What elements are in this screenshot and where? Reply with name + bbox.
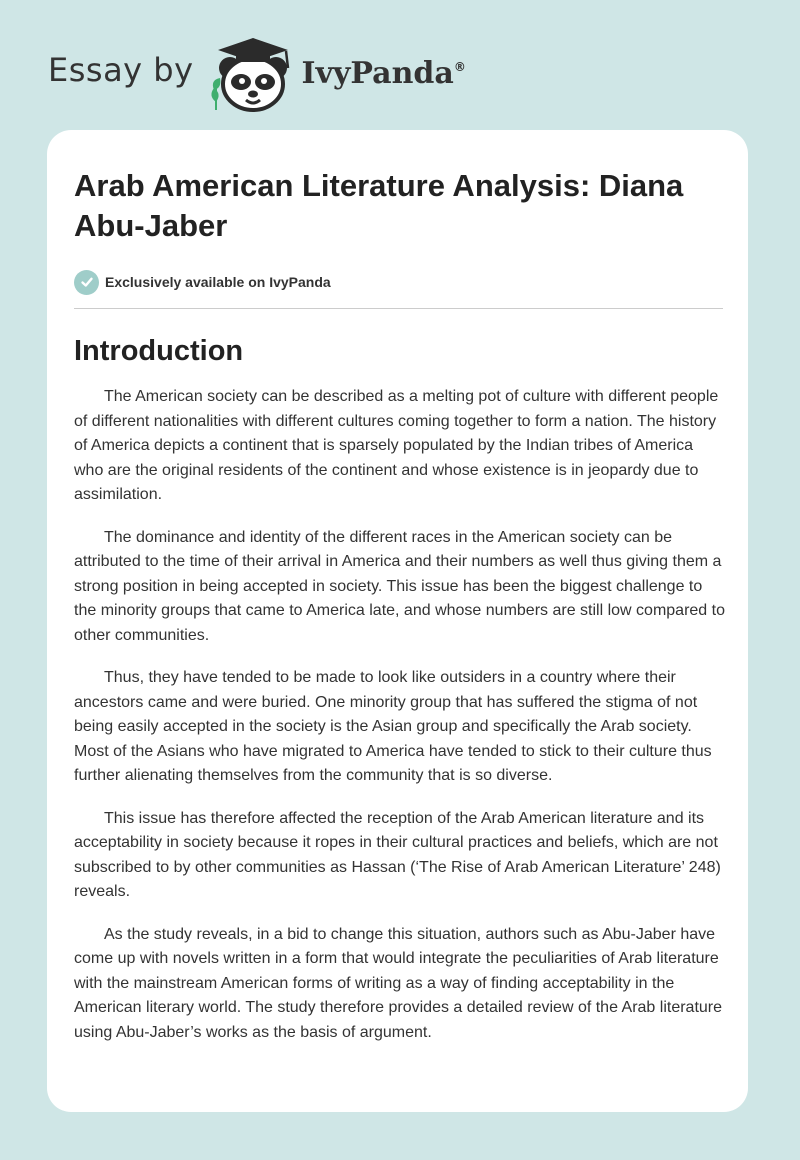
section-heading: Introduction [74, 335, 244, 367]
divider [74, 308, 723, 309]
brand-name: IvyPanda® [301, 55, 466, 91]
brand-prefix: Essay by [48, 51, 194, 89]
badge-text: Exclusively available on IvyPanda [105, 274, 331, 290]
essay-card [47, 130, 748, 1112]
paragraph: The American society can be described as a melting pot of culture with different people of different nationalities with different cultures coming together to form a nation. The history of America depicts a continent that is sparsely populated by the Indian tribes of America who are the original residents of the continent and whose existence is in jeopardy due to assimilation. [74, 388, 719, 503]
brand-header [48, 34, 466, 114]
paragraph: As the study reveals, in a bid to change this situation, authors such as Abu-Jaber have come up with novels written in a form that would integrate the peculiarities of Arab literature with the mainstream American forms of writing as a way of finding acceptability in the American literary world. The study therefore provides a detailed review of the Arab literature using Abu-Jaber’s works as the basis of argument. [74, 925, 723, 1041]
panda-graduate-icon [208, 34, 298, 114]
paragraph: This issue has therefore affected the reception of the Arab American literature and its acceptability in society because it ropes in their cultural practices and beliefs, which are not subscribed to by other communities as Hassan (‘The Rise of Arab American Literature’ 248) reveals. [74, 809, 721, 900]
check-icon [74, 270, 99, 295]
exclusive-badge [74, 268, 722, 296]
paragraph: Thus, they have tended to be made to look like outsiders in a country where their ancestors came and were buried. One minority group that has suffered the stigma of not being easily accepted in the society is the Asian group and specifically the Arab society. Most of the Asians who have migrated to America have tended to stick to their culture thus further alienating themselves from the community that is so diverse. [74, 669, 712, 784]
registered-mark: ® [453, 59, 466, 74]
paragraph: The dominance and identity of the different races in the American society can be attributed to the time of their arrival in America and their numbers as well thus giving them a strong position in being accepted in society. This issue has been the biggest challenge to the minority groups that came to America late, and whose numbers are still low compared to other communities. [74, 528, 725, 644]
page-title: Arab American Literature Analysis: Diana Abu-Jaber [74, 168, 684, 243]
essay-body [74, 385, 726, 1045]
